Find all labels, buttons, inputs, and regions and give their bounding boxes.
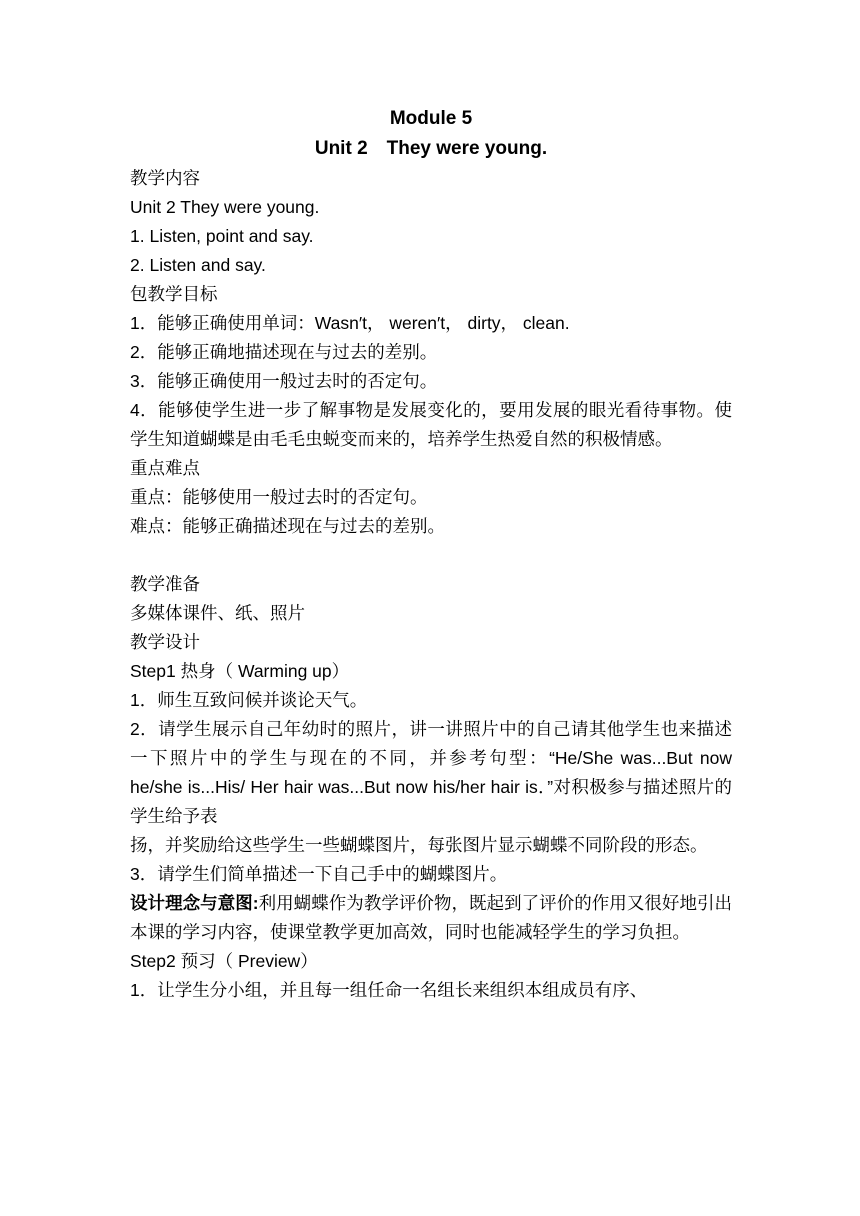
key-point: 重点：能够使用一般过去时的否定句。 <box>130 487 428 507</box>
design-intent-label: 设计理念与意图: <box>130 893 259 913</box>
design-intent <box>130 889 732 947</box>
blank-line <box>130 541 732 570</box>
heading-teaching-content: 教学内容 <box>130 168 200 188</box>
goal-1: 1．能够正确使用单词：Wasn′t， weren′t， dirty， clean. <box>130 313 570 333</box>
step1-item-2-cont: 扬，并奖励给这些学生一些蝴蝶图片，每张图片显示蝴蝶不同阶段的形态。 <box>130 835 708 855</box>
goal-2: 2．能够正确地描述现在与过去的差别。 <box>130 342 438 362</box>
step1-item-1: 1．师生互致问候并谈论天气。 <box>130 690 368 710</box>
step2-item-1: 1．让学生分小组，并且每一组任命一名组长来组织本组成员有序、 <box>130 980 648 1000</box>
heading-teaching-design: 教学设计 <box>130 632 200 652</box>
design-intent-text: 利用蝴蝶作为教学评价物，既起到了评价的作用又很好地引出本课的学习内容，使课堂教学更加高效，同时也能减轻学生的学习负担。 <box>130 893 733 942</box>
unit-title: Unit 2 They were young. <box>314 138 548 159</box>
heading-teaching-goals: 包教学目标 <box>130 284 218 304</box>
module-title: Module 5 <box>389 108 473 129</box>
difficult-point: 难点：能够正确描述现在与过去的差别。 <box>130 516 445 536</box>
step2-title: Step2 预习（ Preview） <box>130 951 318 971</box>
step1-title: Step1 热身（ Warming up） <box>130 661 350 681</box>
step1-item-2: 2．请学生展示自己年幼时的照片，讲一讲照片中的自己请其他学生也来描述一下照片中的学生与现在的不同，并参考句型：“He/She was...But now he/she is...His/ Her hair was...But now his/her hair is．”对积极参与描述照片的学生给予表 <box>130 719 732 826</box>
content-line-2: 1. Listen, point and say. <box>130 226 314 246</box>
goal-3: 3．能够正确使用一般过去时的否定句。 <box>130 371 438 391</box>
heading-preparation: 教学准备 <box>130 574 200 594</box>
heading-key-points: 重点难点 <box>130 458 200 478</box>
document-body <box>130 104 732 1005</box>
content-line-3: 2. Listen and say. <box>130 255 266 275</box>
step1-item-3: 3．请学生们简单描述一下自己手中的蝴蝶图片。 <box>130 864 508 884</box>
content-line-1: Unit 2 They were young. <box>130 197 320 217</box>
preparation-items: 多媒体课件、纸、照片 <box>130 603 305 623</box>
goal-4: 4．能够使学生进一步了解事物是发展变化的，要用发展的眼光看待事物。使学生知道蝴蝶是由毛毛虫蜕变而来的，培养学生热爱自然的积极情感。 <box>130 400 732 449</box>
